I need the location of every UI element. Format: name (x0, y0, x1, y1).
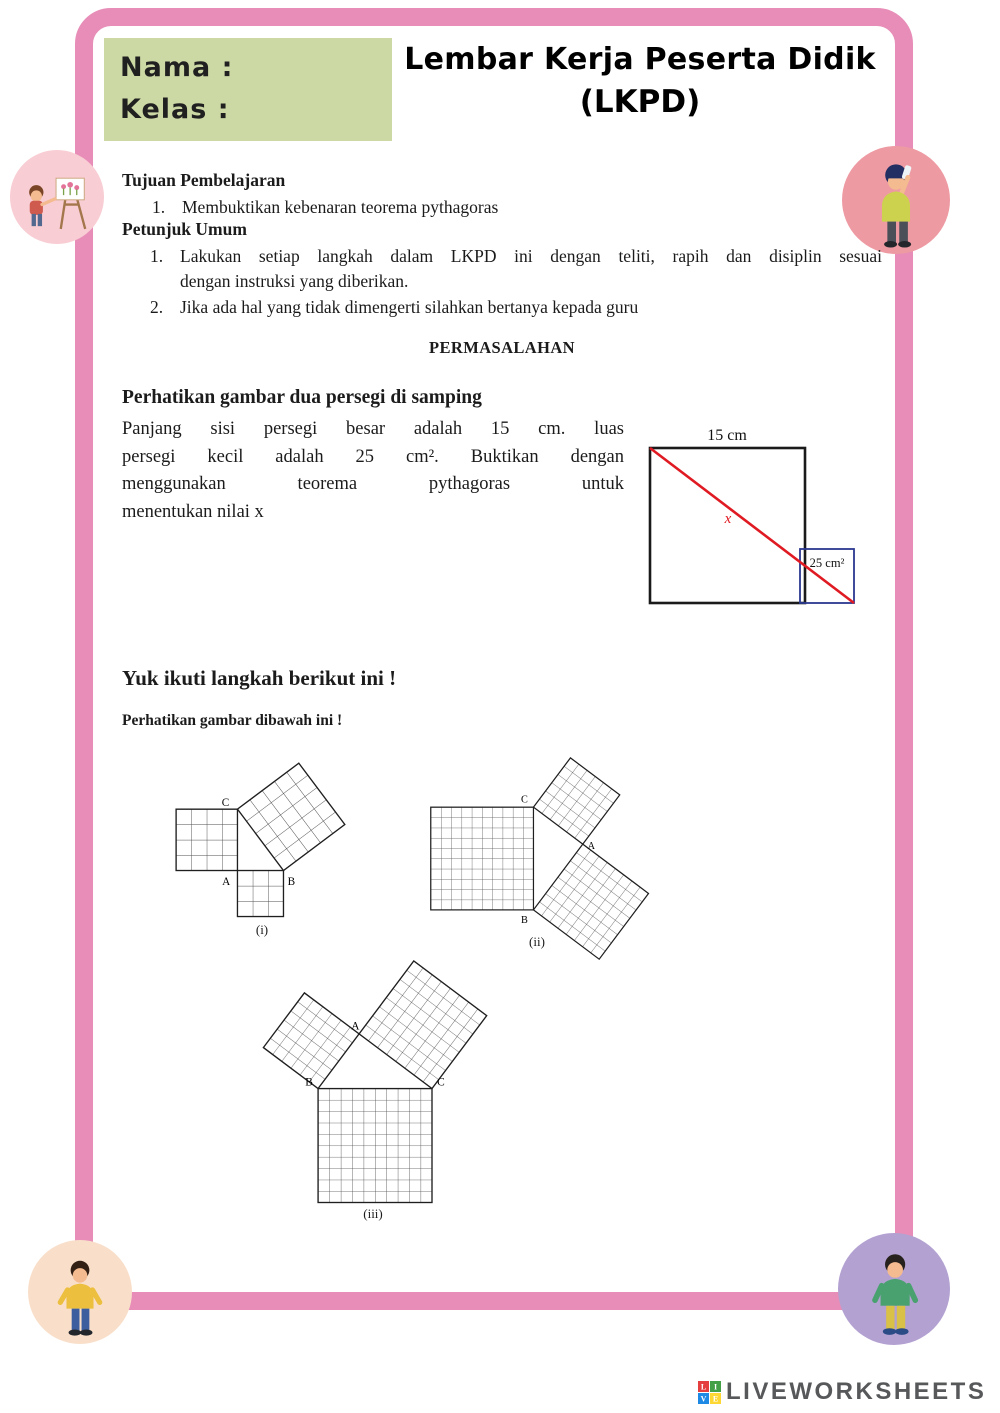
instruction-1-line-2: dengan instruksi yang diberikan. (180, 271, 409, 291)
x-label: x (724, 511, 732, 527)
figure-3-caption: (iii) (363, 1206, 383, 1221)
instruction-2-line-1: Jika ada hal yang tidak dimengerti silahkan bertanya kepada guru (180, 297, 639, 317)
vertex-c-label: C (221, 797, 230, 810)
svg-text:I: I (713, 1382, 718, 1391)
square-on-leg-ac (176, 809, 237, 870)
instruction-1-line-1: Lakukan setiap langkah dalam LKPD ini dengan teliti, rapih dan disiplin sesuai (180, 246, 882, 266)
problem-line-2: persegi kecil adalah 25 cm². Buktikan dengan (122, 446, 624, 467)
square-on-leg-ba (263, 993, 359, 1089)
objective-item (152, 195, 862, 220)
liveworksheets-grid-icon (698, 1381, 721, 1404)
instructions-heading: Petunjuk Umum (122, 219, 247, 239)
instruction-2-number: 2. (150, 297, 164, 317)
problem-subheading: Perhatikan gambar dua persegi di samping (122, 387, 482, 408)
decoration-kids-painting (10, 150, 104, 244)
figure-1-caption: (i) (255, 922, 269, 937)
big-square-side-label: 15 cm (707, 427, 747, 444)
pythagoras-figure-3 (258, 956, 490, 1207)
steps-heading: Yuk ikuti langkah berikut ini ! (122, 666, 397, 690)
svg-text:V: V (700, 1394, 707, 1403)
problem-line-4: menentukan nilai x (122, 501, 264, 522)
vertex-b-label: B (305, 1076, 313, 1089)
instruction-item-2 (150, 295, 882, 320)
figures-instruction: Perhatikan gambar dibawah ini ! (122, 712, 343, 729)
name-class-panel (104, 38, 392, 141)
square-on-leg-ac (359, 961, 487, 1089)
square-on-leg-ca (533, 758, 619, 844)
pythagoras-figure-1 (172, 757, 352, 923)
two-squares-figure (638, 420, 866, 612)
problem-heading: PERMASALAHAN (429, 338, 575, 357)
name-label: Nama : (120, 52, 234, 83)
instruction-1-number: 1. (150, 246, 164, 266)
objective-heading: Tujuan Pembelajaran (122, 170, 286, 190)
worksheet-title (402, 40, 878, 124)
vertex-b-label: B (287, 875, 296, 888)
svg-text:L: L (700, 1382, 707, 1391)
diagonal-line-x (650, 448, 854, 603)
liveworksheets-logo[interactable] (698, 1378, 986, 1406)
svg-text:E: E (712, 1394, 719, 1403)
vertex-a-label: A (351, 1020, 360, 1033)
square-on-hypotenuse-bc (237, 763, 344, 870)
small-square-area-label: 25 cm² (809, 556, 845, 570)
vertex-a-label: A (587, 841, 596, 853)
vertex-c-label: C (437, 1076, 445, 1089)
title-line-2: (LKPD) (579, 84, 701, 120)
vertex-b-label: B (521, 914, 528, 926)
square-on-leg-ab (237, 871, 283, 917)
figure-2-caption: (ii) (529, 934, 545, 949)
title-line-1: Lembar Kerja Peserta Didik (404, 42, 876, 77)
class-label: Kelas : (120, 94, 230, 125)
objective-item-number: 1. (152, 197, 166, 217)
problem-line-1: Panjang sisi persegi besar adalah 15 cm. luas (122, 419, 624, 439)
vertex-a-label: A (222, 875, 231, 888)
problem-paragraph (122, 416, 624, 526)
liveworksheets-logo-text: LIVEWORKSHEETS (726, 1378, 987, 1405)
square-on-hypotenuse-bc (318, 1089, 432, 1203)
decoration-boy-right (838, 1233, 950, 1345)
decoration-boy-left (28, 1240, 132, 1344)
vertex-c-label: C (521, 794, 528, 806)
objective-item-text: Membuktikan kebenaran teorema pythagoras (182, 197, 499, 217)
instruction-item-1 (150, 244, 882, 294)
problem-line-3: menggunakan teorema pythagoras untuk (122, 474, 624, 494)
square-on-hypotenuse-cb (431, 807, 534, 910)
